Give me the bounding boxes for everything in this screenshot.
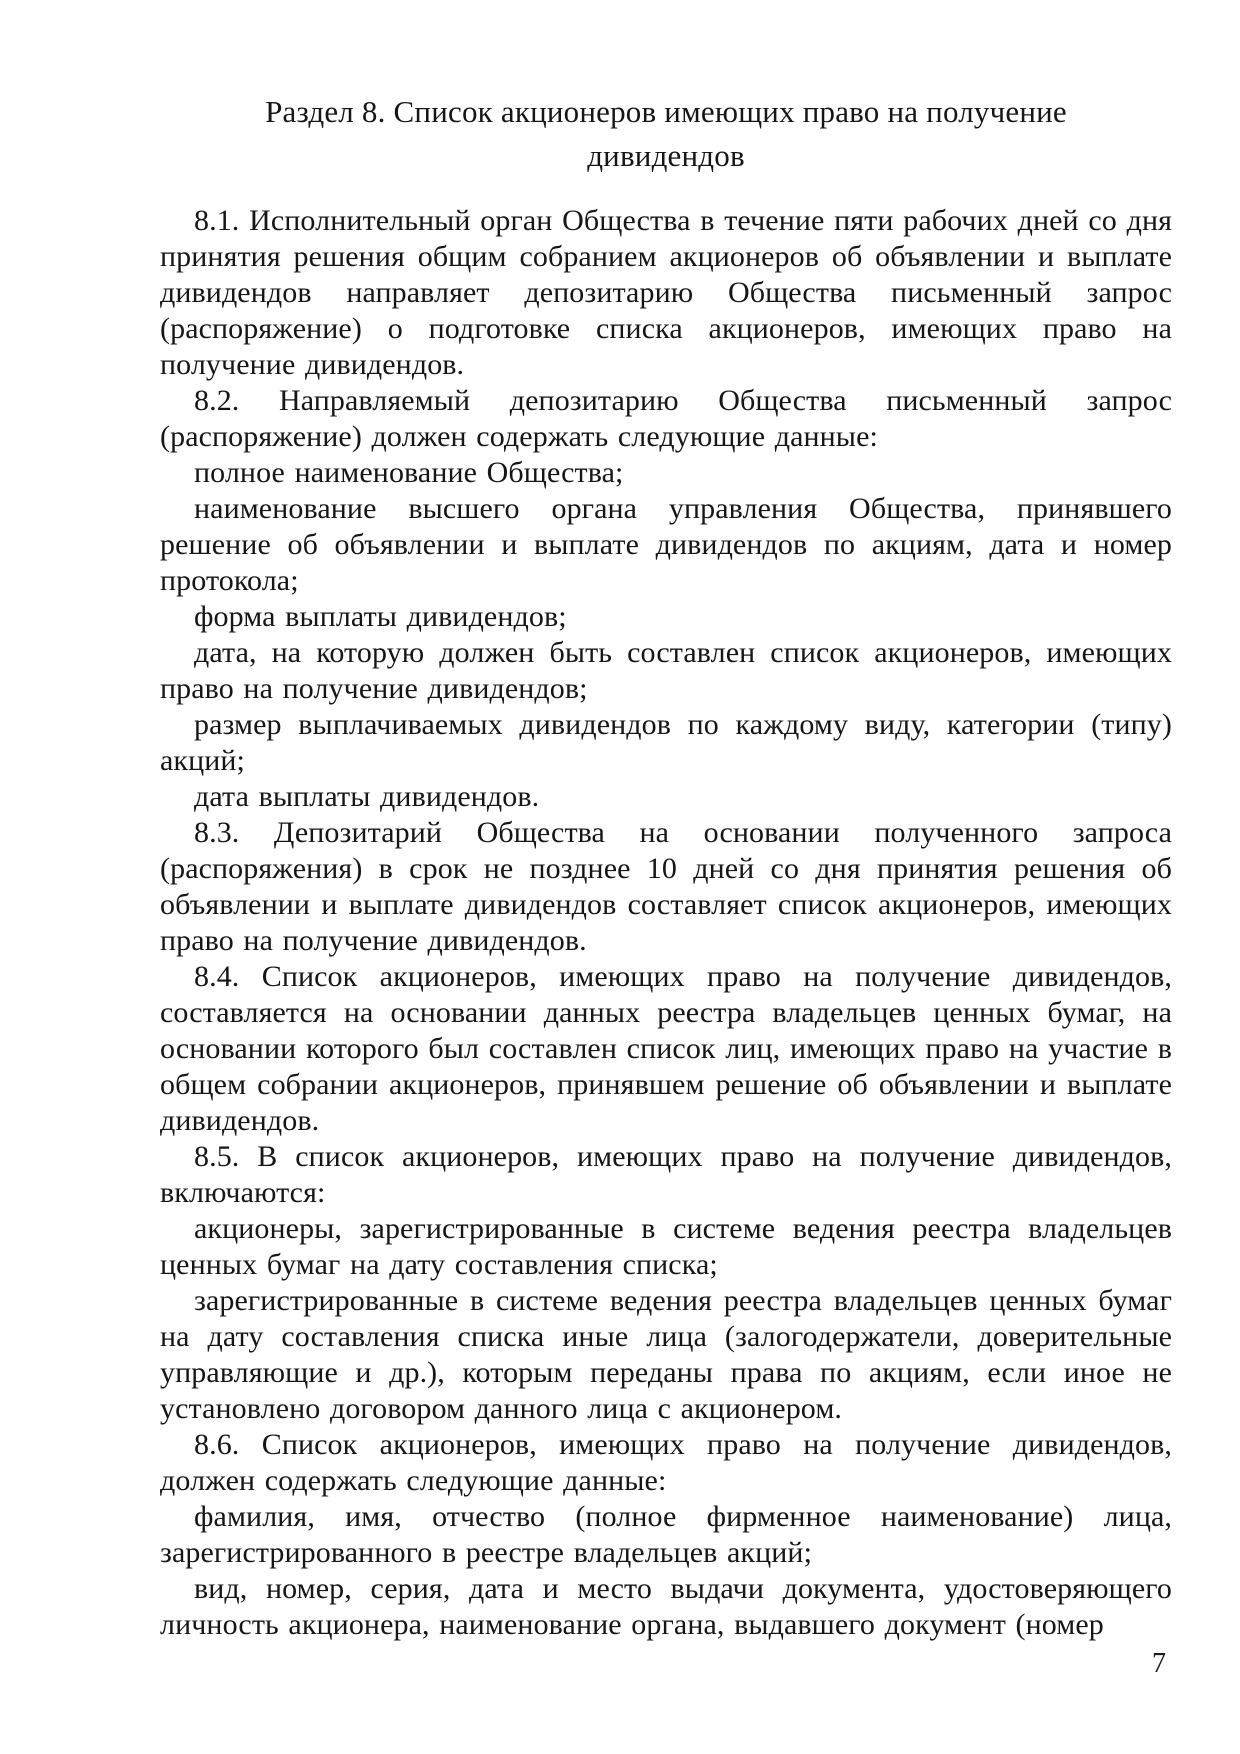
paragraph: вид, номер, серия, дата и место выдачи документа, удостоверяющего личность акционера, наименование органа, выдавшего документ (номер (160, 1572, 1172, 1641)
paragraph: 8.5. В список акционеров, имеющих право на получение дивидендов, включаются: (160, 1140, 1172, 1209)
section-title-line-1: Раздел 8. Список акционеров имеющих право на получение (265, 94, 1067, 129)
paragraph: фамилия, имя, отчество (полное фирменное наименование) лица, зарегистрированного в реестре владельцев акций; (160, 1500, 1172, 1569)
paragraph: зарегистрированные в системе ведения реестра владельцев ценных бумаг на дату составления списка иные лица (залогодержатели, доверительные управляющие и др.), которым переданы права по акциям, если иное не установлено договором данного лица с акционером. (160, 1284, 1172, 1425)
paragraph: 8.6. Список акционеров, имеющих право на получение дивидендов, должен содержать следующие данные: (160, 1428, 1172, 1497)
paragraph: дата выплаты дивидендов. (194, 780, 540, 813)
paragraph: акционеры, зарегистрированные в системе ведения реестра владельцев ценных бумаг на дату составления списка; (160, 1212, 1172, 1281)
paragraph: 8.3. Депозитарий Общества на основании полученного запроса (распоряжения) в срок не позднее 10 дней со дня принятия решения об объявлении и выплате дивидендов составляет список акционеров, имеющих право на получение дивидендов. (160, 816, 1172, 957)
paragraph: 8.2. Направляемый депозитарию Общества письменный запрос (распоряжение) должен содержать следующие данные: (160, 384, 1172, 453)
paragraph: 8.1. Исполнительный орган Общества в течение пяти рабочих дней со дня принятия решения общим собранием акционеров об объявлении и выплате дивидендов направляет депозитарию Общества письменный запрос (распоряжение) о подготовке списка акционеров, имеющих право на получение дивидендов. (160, 204, 1172, 381)
page-number: 7 (1152, 1648, 1166, 1679)
paragraph: размер выплачиваемых дивидендов по каждому виду, категории (типу) акций; (160, 708, 1172, 777)
paragraph: дата, на которую должен быть составлен список акционеров, имеющих право на получение дивидендов; (160, 636, 1172, 705)
text-column (160, 90, 1172, 1643)
paragraph: полное наименование Общества; (194, 456, 624, 489)
paragraph: наименование высшего органа управления Общества, принявшего решение об объявлении и выплате дивидендов по акциям, дата и номер протокола; (160, 492, 1172, 597)
paragraph: 8.4. Список акционеров, имеющих право на получение дивидендов, составляется на основании данных реестра владельцев ценных бумаг, на основании которого был составлен список лиц, имеющих право на участие в общем собрании акционеров, принявшем решение об объявлении и выплате дивидендов. (160, 960, 1172, 1137)
section-title (160, 90, 1172, 178)
section-title-line-2: дивидендов (587, 138, 745, 173)
section-body (160, 203, 1172, 1643)
paragraph: форма выплаты дивидендов; (194, 600, 567, 633)
